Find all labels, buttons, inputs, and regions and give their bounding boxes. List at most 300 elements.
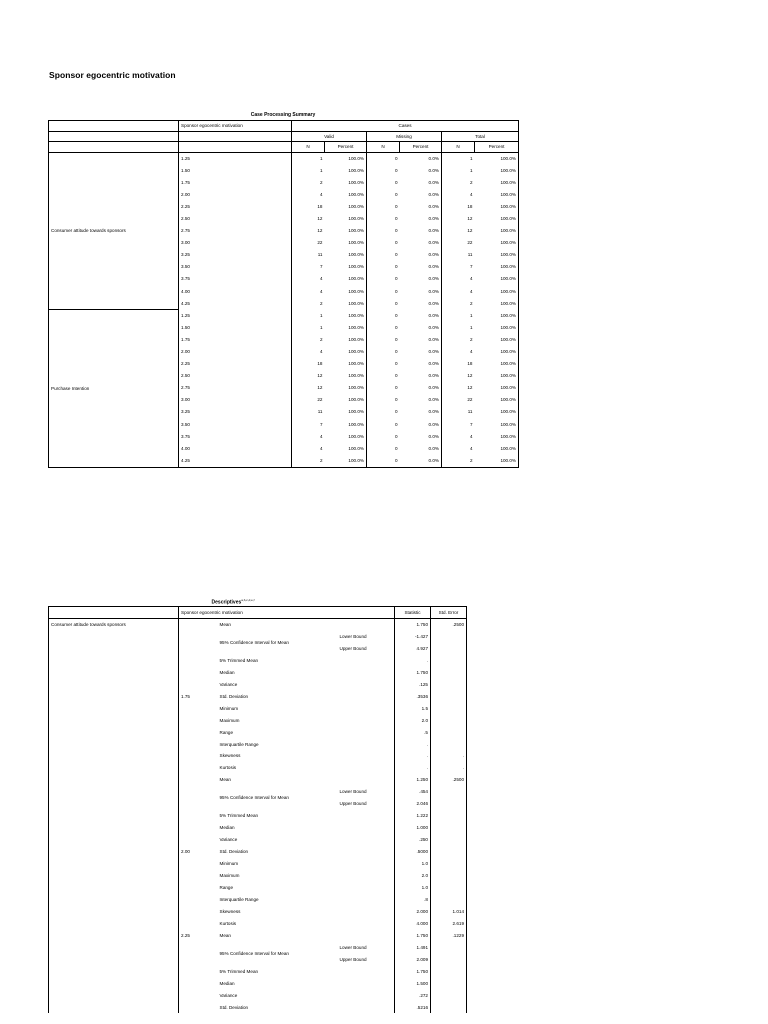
cell-total-percent: 100.0% [475,298,519,310]
cell-level: 1.75 [179,177,292,189]
cell-statistic-name: Median [219,825,235,831]
cell-total-n: 12 [442,213,475,225]
cell-bound [338,930,395,942]
cell-statistic-name: 5% Trimmed Mean [219,968,259,974]
cell-valid-percent: 100.0% [348,421,364,427]
cell-statistic: 1.750 [395,619,431,631]
cell-missing-percent: 0.0% [428,300,439,306]
cell-valid-percent: 100.0% [348,276,364,282]
cell-statistic: 2.009 [395,954,431,966]
cell-total-percent: 100.0% [475,177,519,189]
cell-valid-percent: 100.0% [348,167,364,173]
cell-missing-percent: 0.0% [428,288,439,294]
cell-bound: Upper Bound [339,956,367,962]
cell-total-percent: 100.0% [475,201,519,213]
cell-level: 3.00 [179,237,292,249]
cell-statistic-name: Maximum [219,873,240,879]
table-row [49,152,519,165]
cell-level [179,990,218,1002]
cell-bound [338,978,395,990]
cell-bound [338,990,395,1002]
cell-statistic: 1.000 [395,822,431,834]
cell-level [179,798,218,810]
cell-total-n: 11 [442,249,475,261]
cell-total-n: 22 [442,394,475,406]
cell-statistic-name: Std. Deviation [219,1004,249,1010]
cell-valid-percent: 100.0% [348,397,364,403]
cell-bound [338,810,395,822]
cell-std-error [431,894,467,906]
cell-missing-percent: 0.0% [428,228,439,234]
cell-std-error [431,822,467,834]
cell-statistic-name: Median [219,669,235,675]
cell-missing-n: 0 [367,237,400,249]
cell-bound [338,655,395,667]
cell-valid-n: 18 [292,358,325,370]
cell-std-error [431,798,467,810]
cell-statistic: . [395,762,431,774]
cell-statistic: 1.750 [395,966,431,978]
cell-level: 4.00 [179,443,292,455]
cell-level: 4.25 [179,298,292,310]
table-header-row [49,121,519,132]
cell-statistic-name: Variance [219,681,238,687]
cell-bound [338,715,395,727]
cell-valid-n: 2 [292,177,325,189]
cell-missing-percent: 0.0% [428,252,439,258]
cell-std-error [431,870,467,882]
cell-valid-percent: 100.0% [348,445,364,451]
cell-statistic-name: Minimum [219,861,239,867]
cell-level: 1.25 [179,152,292,165]
cell-missing-n: 0 [367,431,400,443]
cell-level [179,978,218,990]
cell-valid-n: 2 [292,455,325,468]
cell-valid-percent: 100.0% [348,240,364,246]
cell-bound [338,762,395,774]
cell-missing-n: 0 [367,189,400,201]
cell-level [179,703,218,715]
cell-statistic-name: Interquartile Range [219,741,259,747]
cell-total-percent: 100.0% [475,249,519,261]
header-total: Total [442,131,519,142]
cell-total-percent: 100.0% [475,273,519,285]
cell-valid-percent: 100.0% [348,215,364,221]
cell-total-percent: 100.0% [475,286,519,298]
cell-total-percent: 100.0% [475,455,519,468]
cell-valid-n: 11 [292,249,325,261]
cell-level [179,715,218,727]
descriptives-table [48,606,467,1013]
cell-std-error [431,631,467,643]
cell-statistic-name: Maximum [219,717,240,723]
cell-missing-percent: 0.0% [428,385,439,391]
cell-level [179,762,218,774]
cell-statistic-name: Minimum [219,705,239,711]
cell-bound [338,858,395,870]
descriptives-caption-text: Descriptives [211,599,242,606]
cell-missing-n: 0 [367,201,400,213]
cell-valid-percent: 100.0% [348,252,364,258]
cell-missing-n: 0 [367,346,400,358]
cell-std-error [431,1002,467,1014]
cell-missing-percent: 0.0% [428,433,439,439]
cell-bound: Lower Bound [339,633,367,639]
cell-valid-n: 22 [292,394,325,406]
cell-missing-percent: 0.0% [428,421,439,427]
cell-valid-percent: 100.0% [348,336,364,342]
cell-bound [338,727,395,739]
cell-missing-n: 0 [367,177,400,189]
cell-statistic: -1.427 [395,631,431,643]
cell-total-percent: 100.0% [475,261,519,273]
header-total-n: N [442,142,475,153]
cell-total-n: 1 [442,165,475,177]
cell-statistic: .125 [395,679,431,691]
cell-level [179,918,218,930]
cell-total-percent: 100.0% [475,346,519,358]
cell-statistic: .250 [395,834,431,846]
cell-missing-percent: 0.0% [428,336,439,342]
cell-level: 2.25 [179,358,292,370]
cell-valid-n: 22 [292,237,325,249]
cell-missing-percent: 0.0% [428,445,439,451]
cell-missing-percent: 0.0% [428,215,439,221]
cell-statistic-name: 5% Trimmed Mean [219,657,259,663]
cell-valid-percent: 100.0% [348,385,364,391]
cell-bound [338,750,395,762]
cell-missing-n: 0 [367,249,400,261]
cell-missing-n: 0 [367,225,400,237]
cell-total-n: 18 [442,358,475,370]
cell-bound [338,667,395,679]
cell-statistic-name: Interquartile Range [219,896,259,902]
cell-valid-n: 12 [292,370,325,382]
cell-level [179,954,218,966]
cell-statistic-name: Mean [219,932,231,938]
cell-level [179,834,218,846]
cell-statistic-name: Range [219,884,234,890]
cell-level: 1.50 [179,322,292,334]
cell-statistic: . [395,655,431,667]
cell-level [179,655,218,667]
cell-total-n: 12 [442,382,475,394]
case-processing-summary-caption: Case Processing Summary [250,112,316,118]
cell-level [179,870,218,882]
table-header-row [49,131,519,142]
cell-missing-n: 0 [367,370,400,382]
cell-valid-n: 7 [292,261,325,273]
cell-total-n: 1 [442,152,475,165]
cell-statistic: 1.491 [395,942,431,954]
cell-missing-n: 0 [367,165,400,177]
cell-valid-percent: 100.0% [348,288,364,294]
cell-total-n: 1 [442,310,475,322]
cell-statistic-name: 95% Confidence Interval for Mean [219,950,289,956]
table-row [49,619,467,631]
cell-total-n: 4 [442,273,475,285]
cell-level: 2.75 [179,382,292,394]
cell-std-error [431,858,467,870]
cell-level [179,750,218,762]
header-valid-percent: Percent [325,142,367,153]
header-missing: Missing [367,131,442,142]
descriptives-caption-footnote: a,b,c,d,e,f [241,598,255,602]
cell-level [179,822,218,834]
cell-bound [338,894,395,906]
cell-std-error [431,655,467,667]
cell-std-error [431,954,467,966]
cell-statistic: 1.750 [395,667,431,679]
cell-bound [338,846,395,858]
cell-statistic-name: Mean [219,777,231,783]
cell-valid-n: 4 [292,286,325,298]
cell-total-percent: 100.0% [475,382,519,394]
cell-level [179,739,218,751]
cell-total-n: 22 [442,237,475,249]
cell-total-n: 12 [442,225,475,237]
cell-valid-n: 4 [292,346,325,358]
cell-bound [338,774,395,786]
cell-statistic-name: 95% Confidence Interval for Mean [219,795,289,801]
cell-missing-percent: 0.0% [428,155,439,161]
cell-total-n: 4 [442,346,475,358]
cell-total-percent: 100.0% [475,189,519,201]
cell-level: 2.00 [179,346,292,358]
cell-missing-n: 0 [367,298,400,310]
cell-statistic-name: Kurtosis [219,920,237,926]
cell-statistic: 1.500 [395,978,431,990]
cell-level: 1.50 [179,165,292,177]
cell-statistic: 2.046 [395,798,431,810]
cell-missing-percent: 0.0% [428,373,439,379]
cell-total-n: 4 [442,189,475,201]
cell-bound [338,834,395,846]
cell-statistic-name: Std. Deviation [219,849,249,855]
cell-valid-n: 12 [292,382,325,394]
cell-total-n: 4 [442,286,475,298]
cell-total-percent: 100.0% [475,334,519,346]
cell-statistic-name: Mean [219,622,231,627]
page-title: Sponsor egocentric motivation [49,70,176,80]
cell-missing-n: 0 [367,455,400,468]
cell-bound: Lower Bound [339,789,367,795]
cell-statistic: 1.222 [395,810,431,822]
cell-valid-percent: 100.0% [348,312,364,318]
cell-statistic: 1.5 [395,703,431,715]
cell-missing-n: 0 [367,443,400,455]
cell-total-n: 1 [442,322,475,334]
cell-std-error [431,643,467,655]
cell-valid-n: 12 [292,213,325,225]
cell-missing-percent: 0.0% [428,349,439,354]
cell-std-error [431,990,467,1002]
cell-total-n: 2 [442,298,475,310]
cell-level: 3.00 [179,394,292,406]
cell-missing-n: 0 [367,273,400,285]
cell-level: 2.50 [179,370,292,382]
cell-statistic: .3536 [395,691,431,703]
table-header-row [49,142,519,153]
cell-level [179,810,218,822]
cell-total-n: 2 [442,455,475,468]
cell-missing-percent: 0.0% [428,397,439,403]
header-statistic: Statistic [395,607,431,619]
header-empty-cell [179,131,292,142]
cell-valid-n: 18 [292,201,325,213]
cell-valid-n: 1 [292,322,325,334]
cell-level: 3.75 [179,431,292,443]
cell-valid-percent: 100.0% [348,373,364,379]
cell-std-error [431,727,467,739]
cell-level [179,858,218,870]
cell-std-error [431,703,467,715]
cell-total-percent: 100.0% [475,431,519,443]
cell-statistic-name: 95% Confidence Interval for Mean [219,639,289,645]
cell-level: 4.25 [179,455,292,468]
cell-statistic-name: Median [219,980,235,986]
cell-missing-percent: 0.0% [428,312,439,318]
cell-bound [338,691,395,703]
cell-missing-n: 0 [367,394,400,406]
cell-bound [338,703,395,715]
cell-level: 1.75 [179,691,218,703]
cell-bound: Lower Bound [339,944,367,950]
cell-bound: Upper Bound [339,801,367,807]
cell-statistic: 2.0 [395,870,431,882]
cell-total-percent: 100.0% [475,443,519,455]
cell-level [179,906,218,918]
cell-std-error [431,846,467,858]
cell-level: 3.50 [179,419,292,431]
header-valid-n: N [292,142,325,153]
header-missing-percent: Percent [400,142,442,153]
header-std-error: Std. Error [431,607,467,619]
cell-valid-n: 2 [292,298,325,310]
cell-missing-n: 0 [367,406,400,418]
cell-level [179,942,218,954]
cell-total-percent: 100.0% [475,370,519,382]
cell-total-n: 7 [442,261,475,273]
cell-valid-n: 4 [292,431,325,443]
cell-missing-n: 0 [367,358,400,370]
cell-statistic-name: Range [219,729,234,735]
cell-valid-n: 4 [292,189,325,201]
cell-level: 2.25 [179,201,292,213]
cell-missing-n: 0 [367,419,400,431]
cell-std-error [431,739,467,751]
cell-level [179,679,218,691]
cell-std-error [431,786,467,798]
cell-missing-percent: 0.0% [428,167,439,173]
cell-level: 3.25 [179,406,292,418]
cell-level: 2.25 [179,930,218,942]
case-processing-summary-table [48,120,519,468]
cell-statistic: 4.000 [395,918,431,930]
cell-missing-percent: 0.0% [428,264,439,270]
cell-total-percent: 100.0% [475,358,519,370]
header-cases: Cases [292,121,519,132]
cell-missing-percent: 0.0% [428,179,439,185]
cell-std-error [431,942,467,954]
cell-valid-percent: 100.0% [348,361,364,367]
cell-valid-percent: 100.0% [325,455,367,468]
cell-bound [338,822,395,834]
cell-valid-percent: 100.0% [348,203,364,209]
cell-total-n: 2 [442,334,475,346]
cell-level [179,966,218,978]
cell-missing-n: 0 [367,261,400,273]
cell-total-percent: 100.0% [475,419,519,431]
cell-valid-percent: 100.0% [348,179,364,185]
cell-valid-n: 11 [292,406,325,418]
descriptives-caption [178,598,288,606]
cell-total-percent: 100.0% [475,406,519,418]
cell-bound [338,1002,395,1014]
cell-total-percent: 100.0% [475,165,519,177]
cell-level: 1.75 [179,334,292,346]
header-empty-cell [179,142,292,153]
cell-missing-n: 0 [367,382,400,394]
cell-total-n: 2 [442,177,475,189]
header-empty-cell [49,131,179,142]
cell-valid-percent: 100.0% [348,264,364,270]
cell-statistic: . [395,750,431,762]
cell-total-n: 4 [442,431,475,443]
cell-level: 4.00 [179,286,292,298]
cell-valid-n: 1 [292,165,325,177]
cell-missing-percent: 0.0% [428,409,439,415]
header-factor: Sponsor egocentric motivation [179,121,292,132]
cell-missing-n: 0 [367,152,400,165]
cell-statistic-name: 5% Trimmed Mean [219,813,259,819]
cell-bound [338,679,395,691]
cell-bound [338,619,395,631]
group-label: Purchase Intention [49,310,179,468]
cell-statistic: 2.0 [395,715,431,727]
header-empty-cell [49,607,179,619]
cell-valid-percent: 100.0% [348,300,364,306]
cell-std-error [431,978,467,990]
cell-bound [338,918,395,930]
cell-level: 2.75 [179,225,292,237]
cell-level: 3.75 [179,273,292,285]
cell-level [179,631,218,643]
cell-valid-n: 12 [292,225,325,237]
cell-total-n: 7 [442,419,475,431]
cell-total-percent: 100.0% [475,394,519,406]
cell-statistic: .454 [395,786,431,798]
header-empty-cell [49,121,179,132]
cell-level [179,786,218,798]
cell-statistic: 1.750 [395,930,431,942]
cell-bound: Upper Bound [339,645,367,651]
cell-statistic-name: Kurtosis [219,765,237,771]
cell-std-error [431,834,467,846]
cell-valid-n: 1 [292,310,325,322]
cell-total-n: 12 [442,370,475,382]
cell-valid-percent: 100.0% [348,155,364,161]
cell-missing-percent: 0.0% [428,240,439,246]
cell-valid-n: 1 [292,152,325,165]
cell-valid-percent: 100.0% [348,191,364,197]
group-label: Consumer attitude towards sponsors [49,152,179,310]
cell-missing-percent: 0.0% [428,191,439,197]
cell-std-error: .2500 [431,774,467,786]
cell-missing-percent: 0.0% [428,276,439,282]
cell-std-error: . [431,762,467,774]
table-header-row [49,607,467,619]
